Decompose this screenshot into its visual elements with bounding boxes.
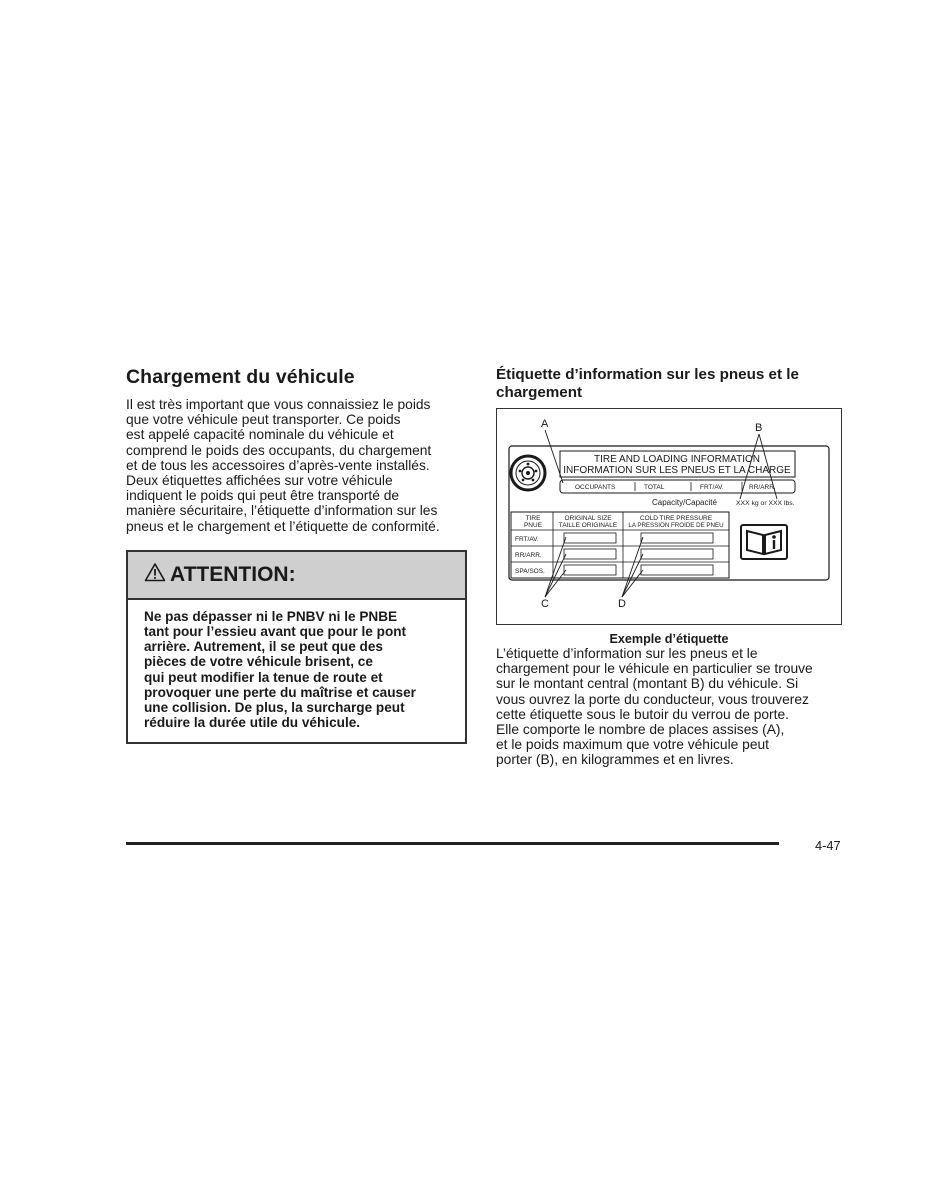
- attention-title: ATTENTION:: [170, 562, 296, 586]
- label-b: B: [755, 422, 763, 434]
- header-line-1: TIRE AND LOADING INFORMATION: [594, 454, 760, 465]
- attention-body: Ne pas dépasser ni le PNBV ni le PNBE tant pour l’essieu avant que pour le pont arrière. Autrement, il se peut que des pièces de votre véhicule brisent, ce qui peut modifier la tenue de route et provoquer une perte du maîtrise et causer une collision. De plus, la surcharge peut réduire la durée utile du véhicule.: [144, 608, 416, 731]
- left-column: [126, 366, 472, 744]
- total-label: TOTAL: [644, 484, 665, 491]
- subsection-title: Étiquette d’information sur les pneus et le chargement: [496, 366, 799, 401]
- capacity-value: XXX kg or XXX lbs.: [736, 500, 795, 507]
- owner-manual-book-icon: [741, 525, 787, 559]
- label-a: A: [541, 418, 549, 430]
- row-rear: RR/ARR.: [515, 552, 542, 559]
- col-tire-2: PNUE: [523, 522, 543, 529]
- col-pressure-2: LA PRESSION FROIDE DE PNEU: [628, 522, 724, 529]
- front-label: FRT/AV.: [700, 484, 724, 491]
- col-size-2: TAILLE ORIGINALE: [558, 522, 618, 529]
- header-line-2: INFORMATION SUR LES PNEUS ET LA CHARGE: [563, 465, 791, 476]
- label-description-paragraph: L’étiquette d’information sur les pneus et le chargement pour le véhicule en particulier se trouve sur le montant central (montant B) du véhicule. Si vous ouvrez la porte du conducteur, vous trouverez cette étiquette sous le butoir du verrou de porte. Elle comporte le nombre de places assises (A), et le poids maximum que votre véhicule peut porter (B), en kilogrammes et en livres.: [496, 646, 813, 768]
- tire-label-figure: [496, 408, 842, 625]
- col-pressure-1: COLD TIRE PRESSURE: [639, 515, 713, 522]
- attention-box: [126, 550, 467, 745]
- row-spare: SPA/SOS.: [515, 568, 545, 575]
- tire-icon: [511, 456, 545, 490]
- section-title: Chargement du véhicule: [126, 366, 355, 388]
- attention-header: [128, 552, 465, 600]
- row-front: FRT/AV.: [515, 536, 539, 543]
- capacity-label: Capacity/Capacité: [652, 498, 717, 507]
- rear-label: RR/ARR.: [749, 484, 776, 491]
- figure-caption: Exemple d’étiquette: [609, 632, 729, 646]
- footer-rule: [126, 842, 779, 845]
- occupants-label: OCCUPANTS: [575, 484, 616, 491]
- page-number: 4-47: [815, 838, 841, 853]
- warning-triangle-icon: [144, 562, 166, 587]
- col-tire-1: TIRE: [525, 515, 541, 522]
- col-size-1: ORIGINAL SIZE: [564, 515, 612, 522]
- right-column: [496, 366, 842, 768]
- intro-paragraph: Il est très important que vous connaissiez le poids que votre véhicule peut transporter. Ce poids est appelé capacité nominale du véhicule et comprend le poids des occupants, du chargement et de tous les accessoires d’après-vente installés. Deux étiquettes affichées sur votre véhicule indiquent le poids qui peut être transporté de manière sécuritaire, l’étiquette d’information sur les pneus et le chargement et l’étiquette de conformité.: [126, 397, 440, 534]
- label-c: C: [541, 598, 549, 610]
- label-d: D: [618, 598, 626, 610]
